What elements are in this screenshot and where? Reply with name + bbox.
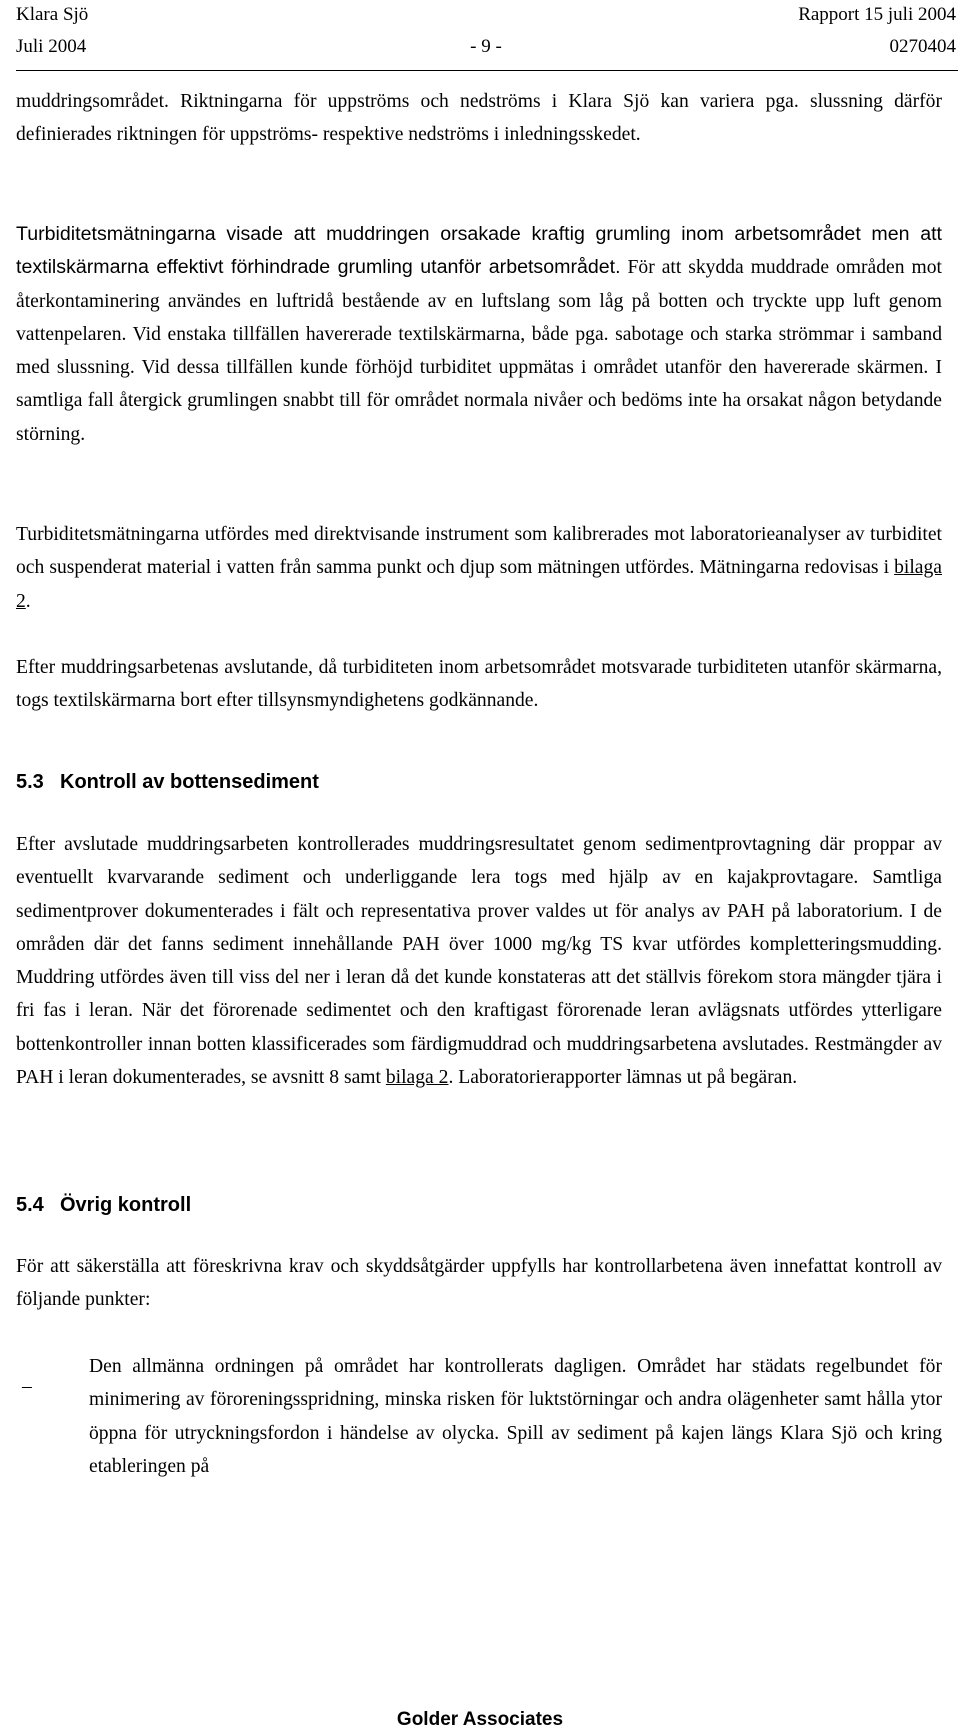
footer-company: Golder Associates (396, 1709, 564, 1730)
header-report-title: Rapport 15 juli 2004 (798, 4, 956, 25)
paragraph-turbidity-sans: Turbiditetsmätningarna visade att muddringen orsakade kraftig grumling inom arbetsområdet men att textilskärmarna effektivt förhindrade grumling utanför arbetsområdet. (16, 223, 942, 279)
p5-text: Efter avslutade muddringsarbeten kontrollerades muddringsresultatet genom sedimentprovtagning där proppar av eventuellt kvarvarande sediment och underliggande lera togs med hjälp av en kajakprovtagare. Samtliga sedimentprover dokumenterades i fält och representativa prover valdes ut för analys av PAH på laboratorium. I de områden där det fanns sediment innehållande PAH över 1000 mg/kg TS kvar utfördes kompletteringsmudding. Muddring utfördes även till viss del ner i leran då det kunde konstateras att det ställvis förekom stora mängder tjära i fri fas i leran. När det förorenade sedimentet och den kraftigast förorenade leran avlägsnats utfördes ytterligare bottenkontroller innan botten klassificerades som färdigmuddrad och muddringsarbetena avslutades. Restmängder av PAH i leran dokumenterades, se avsnitt 8 samt (16, 834, 942, 1089)
section-number-5-3: 5.3 (16, 771, 44, 793)
paragraph-turbidity-serif: För att skydda muddrade områden mot återkontaminering användes en luftridå bestående av en luftslang som låg på botten och tryckte upp luft genom vattenpelaren. Vid enstaka tillfällen havererade textilskärmarna, både pga. sabotage och starka strömmar i samband med slussning. Vid dessa tillfällen kunde förhöjd turbiditet uppmätas i området utanför den havererade skärmen. I samtliga fall återgick grumlingen snabbt till för området normala nivåer och bedöms inte ha orsakat någon betydande störning. (16, 257, 942, 445)
paragraph-other-control: För att säkerställa att föreskrivna krav och skyddsåtgärder uppfylls har kontrollarbetena även innefattat kontroll av följande punkter: (16, 1256, 942, 1311)
section-title-5-3: Kontroll av bottensediment (60, 771, 319, 793)
section-number-5-4: 5.4 (16, 1194, 44, 1216)
header-author: Klara Sjö (16, 4, 89, 25)
paragraph-turbidity-results (16, 218, 942, 451)
header-report-id: 0270404 (889, 36, 956, 57)
link-bilaga-2[interactable]: bilaga 2 (16, 557, 942, 612)
paragraph-screen-removal: Efter muddringsarbetenas avslutande, då turbiditeten inom arbetsområdet motsvarade turbiditeten utanför skärmarna, togs textilskärmarna bort efter tillsynsmyndighetens godkännande. (16, 657, 942, 712)
section-heading-5-3 (16, 770, 319, 794)
paragraph-continuation: muddringsområdet. Riktningarna för uppströms och nedströms i Klara Sjö kan variera pga. slussning därför definierades riktningen för uppströms- respektive nedströms i inledningsskedet. (16, 91, 942, 146)
header-date: Juli 2004 (16, 36, 87, 57)
list-item-general-order: Den allmänna ordningen på området har kontrollerats dagligen. Området har städats regelbundet för minimering av föroreningsspridning, minska risken för luktstörningar och andra olägenheter samt hålla ytor öppna för utryckningsfordon i händelse av olycka. Spill av sediment på kajen längs Klara Sjö och kring etableringen på (89, 1356, 942, 1477)
link-bilaga-2-second[interactable]: bilaga 2 (385, 1067, 449, 1089)
paragraph-measurement-method (16, 518, 942, 618)
p3-text: Turbiditetsmätningarna utfördes med direktvisande instrument som kalibrerades mot laboratorieanalyser av turbiditet och suspenderat material i vatten från samma punkt och djup som mätningen utfördes. Mätningarna redovisas i (16, 524, 942, 579)
paragraph-sediment-control (16, 828, 942, 1094)
list-bullet-dash: – (22, 1376, 32, 1397)
section-title-5-4: Övrig kontroll (60, 1194, 192, 1216)
p5-end: . Laboratorierapporter lämnas ut på begäran. (448, 1067, 798, 1089)
p3-end: . (25, 590, 31, 612)
header-divider (16, 70, 958, 71)
header-page-number: - 9 - (470, 36, 502, 57)
section-heading-5-4 (16, 1193, 191, 1217)
